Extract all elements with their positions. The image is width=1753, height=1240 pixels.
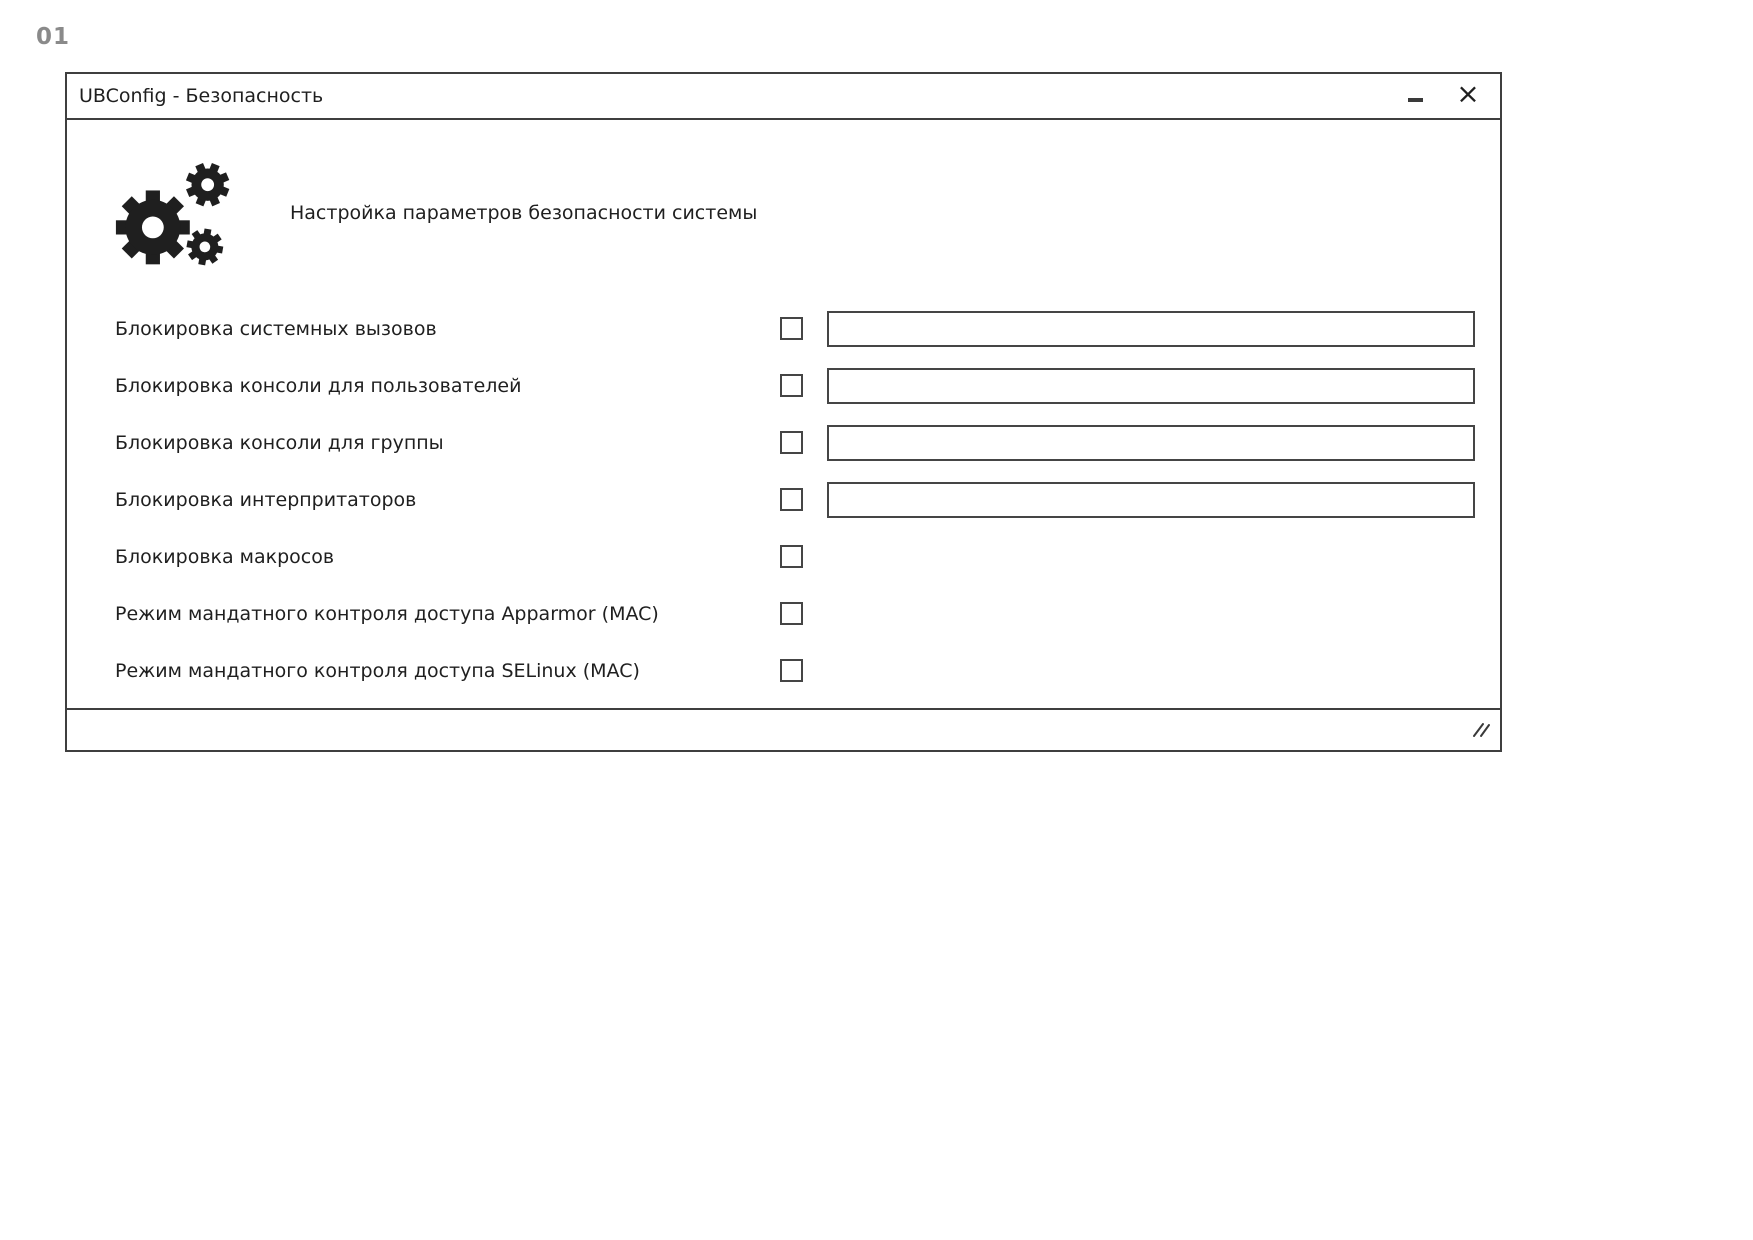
ubconfig-security-window [65, 72, 1502, 752]
status-bar [67, 708, 1500, 750]
form-row-console-users-block [67, 357, 1500, 414]
row-checkbox[interactable] [780, 317, 803, 340]
form-row-apparmor-mac [67, 585, 1500, 642]
form-row-macros-block [67, 528, 1500, 585]
window-title: UBConfig - Безопасность [79, 85, 324, 107]
figure-label: 01 [36, 24, 71, 50]
row-input[interactable] [827, 425, 1475, 461]
close-button[interactable] [1456, 77, 1480, 110]
row-label: Блокировка системных вызовов [115, 317, 437, 340]
row-label: Блокировка консоли для группы [115, 431, 444, 454]
row-checkbox[interactable] [780, 659, 803, 682]
row-checkbox[interactable] [780, 488, 803, 511]
resize-grip-icon[interactable] [1470, 722, 1490, 738]
window-titlebar [67, 74, 1500, 120]
window-controls [1404, 77, 1486, 110]
row-label: Блокировка интерпритаторов [115, 488, 417, 511]
row-input[interactable] [827, 482, 1475, 518]
window-content [67, 120, 1500, 708]
form-row-console-group-block [67, 414, 1500, 471]
row-checkbox[interactable] [780, 545, 803, 568]
row-checkbox[interactable] [780, 374, 803, 397]
gears-icon [112, 153, 242, 273]
form-row-interpreters-block [67, 471, 1500, 528]
row-label: Режим мандатного контроля доступа Apparmor (MAC) [115, 602, 659, 625]
row-checkbox[interactable] [780, 602, 803, 625]
row-label: Блокировка консоли для пользователей [115, 374, 522, 397]
row-label: Блокировка макросов [115, 545, 335, 568]
page-title: Настройка параметров безопасности системы [290, 202, 758, 224]
form-row-selinux-mac [67, 642, 1500, 699]
close-icon: × [1456, 77, 1480, 110]
row-checkbox[interactable] [780, 431, 803, 454]
row-label: Режим мандатного контроля доступа SELinux (MAC) [115, 659, 640, 682]
security-settings-form [67, 300, 1500, 699]
form-row-syscall-block [67, 300, 1500, 357]
row-input[interactable] [827, 368, 1475, 404]
app-header [112, 152, 1500, 274]
minimize-icon [1408, 98, 1423, 102]
row-input[interactable] [827, 311, 1475, 347]
minimize-button[interactable] [1404, 85, 1426, 107]
